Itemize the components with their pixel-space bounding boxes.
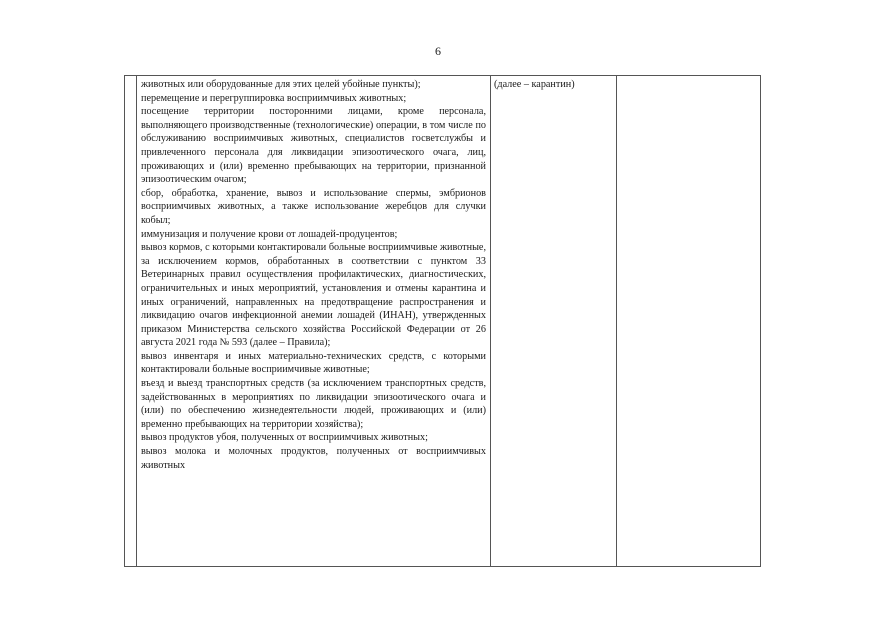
restriction-paragraph: посещение территории посторонними лицами, кроме персонала, выполняющего производственные (технологические) операции, в том числе по обслуживанию восприимчивых животных, специалистов госветслужбы и привлеченного персонала для ликвидации эпизоотического очага, лиц, проживающих и (или) временно пребывающих на территории, признанной эпизоотическим очагом; (141, 106, 486, 186)
restrictions-cell (137, 76, 491, 567)
restriction-paragraph: вывоз продуктов убоя, полученных от восприимчивых животных; (141, 432, 428, 444)
restriction-paragraph: иммунизация и получение крови от лошадей-продуцентов; (141, 228, 398, 240)
restriction-paragraph: въезд и выезд транспортных средств (за исключением транспортных средств, задействованных в мероприятиях по ликвидации эпизоотического очага и (или) по обеспечению жизнедеятельности людей, проживающих и (или) временно пребывающих на территории хозяйства); (141, 378, 486, 430)
measures-table (124, 75, 761, 567)
notes-text (617, 76, 760, 78)
row-number-cell (125, 76, 137, 567)
restriction-paragraph: животных или оборудованные для этих целей убойные пункты); (141, 79, 421, 90)
row-number-text (125, 76, 136, 78)
table-row (125, 76, 761, 567)
restrictions-text (137, 76, 490, 566)
quarantine-cell (491, 76, 617, 567)
notes-cell (617, 76, 761, 567)
restriction-paragraph: вывоз молока и молочных продуктов, полученных от восприимчивых животных (141, 446, 486, 471)
quarantine-label: (далее – карантин) (494, 79, 575, 90)
page-number: 6 (435, 44, 441, 58)
restriction-paragraph: вывоз кормов, с которыми контактировали больные восприимчивые животные, за исключением кормов, обработанных в соответствии с пунктом 33 Ветеринарных правил осуществления профилактических, диагностических, ограничительных и иных мероприятий, установления и отмены карантина и иных ограничений, направленных на предотвращение распространения и ликвидацию очагов инфекционной анемии лошадей (ИНАН), утвержденных приказом Министерства сельского хозяйства Российской Федерации от 26 августа 2021 года № 593 (далее – Правила); (141, 242, 486, 349)
restriction-paragraph: сбор, обработка, хранение, вывоз и использование спермы, эмбрионов восприимчивых животных, а также использование жеребцов для случки кобыл; (141, 187, 486, 226)
restriction-paragraph: перемещение и перегруппировка восприимчивых животных; (141, 92, 407, 104)
restriction-paragraph: вывоз инвентаря и иных материально-технических средств, с которыми контактировали больные восприимчивые животные; (141, 350, 486, 376)
